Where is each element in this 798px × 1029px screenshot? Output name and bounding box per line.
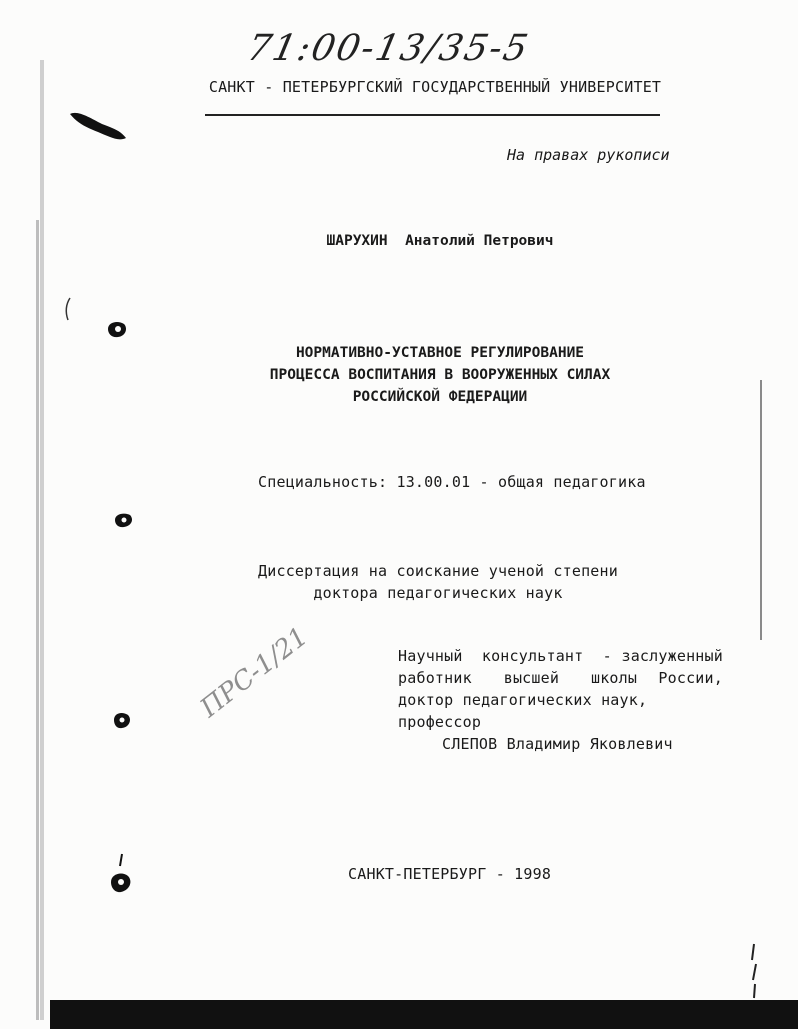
hole-punch-4 [106, 852, 136, 898]
hole-punch-3 [110, 708, 134, 732]
archive-number: 71:00-13/35-5 [243, 28, 534, 69]
author-name: ШАРУХИН Анатолий Петрович [326, 233, 554, 249]
title-line-1: НОРМАТИВНО-УСТАВНОЕ РЕГУЛИРОВАНИЕ [295, 345, 585, 361]
hole-punch-1 [104, 318, 130, 340]
scan-edge-left [40, 60, 44, 1020]
dissertation-degree [220, 560, 656, 604]
city-year: САНКТ-ПЕТЕРБУРГ - 1998 [348, 865, 552, 883]
consultant-line-4: СЛЕПОВ Владимир Яковлевич [442, 735, 673, 753]
hole-punch-2 [112, 510, 136, 530]
consultant-line-1: Научный консультант - заслуженный [398, 647, 723, 665]
specialty: Специальность: 13.00.01 - общая педагогика [258, 473, 646, 491]
scan-marks-bottom-right [744, 940, 764, 1000]
title-line-2: ПРОЦЕССА ВОСПИТАНИЯ В ВООРУЖЕННЫХ СИЛАХ [269, 367, 611, 383]
consultant-line-2: работник высшей школы России, [398, 669, 723, 687]
university-name: САНКТ - ПЕТЕРБУРГСКИЙ ГОСУДАРСТВЕННЫЙ УНИВЕРСИТЕТ [208, 78, 662, 96]
scientific-consultant [398, 645, 723, 755]
consultant-line-3: доктор педагогических наук, профессор [398, 691, 648, 731]
scan-edge-right [760, 380, 762, 640]
dissertation-title [180, 342, 700, 408]
scan-edge-bottom [50, 1000, 798, 1029]
title-line-3: РОССИЙСКОЙ ФЕДЕРАЦИИ [352, 389, 528, 405]
header-divider [205, 114, 660, 116]
degree-line-2: доктора педагогических наук [313, 584, 563, 602]
scan-tick-left [62, 296, 74, 322]
degree-line-1: Диссертация на соискание ученой степени [258, 562, 618, 580]
rights-note: На правах рукописи [507, 146, 670, 164]
scan-smudge-top [68, 108, 128, 148]
handwritten-annotation: ПРС-1/21 [195, 621, 314, 724]
scan-edge-left-inner [36, 220, 39, 1020]
